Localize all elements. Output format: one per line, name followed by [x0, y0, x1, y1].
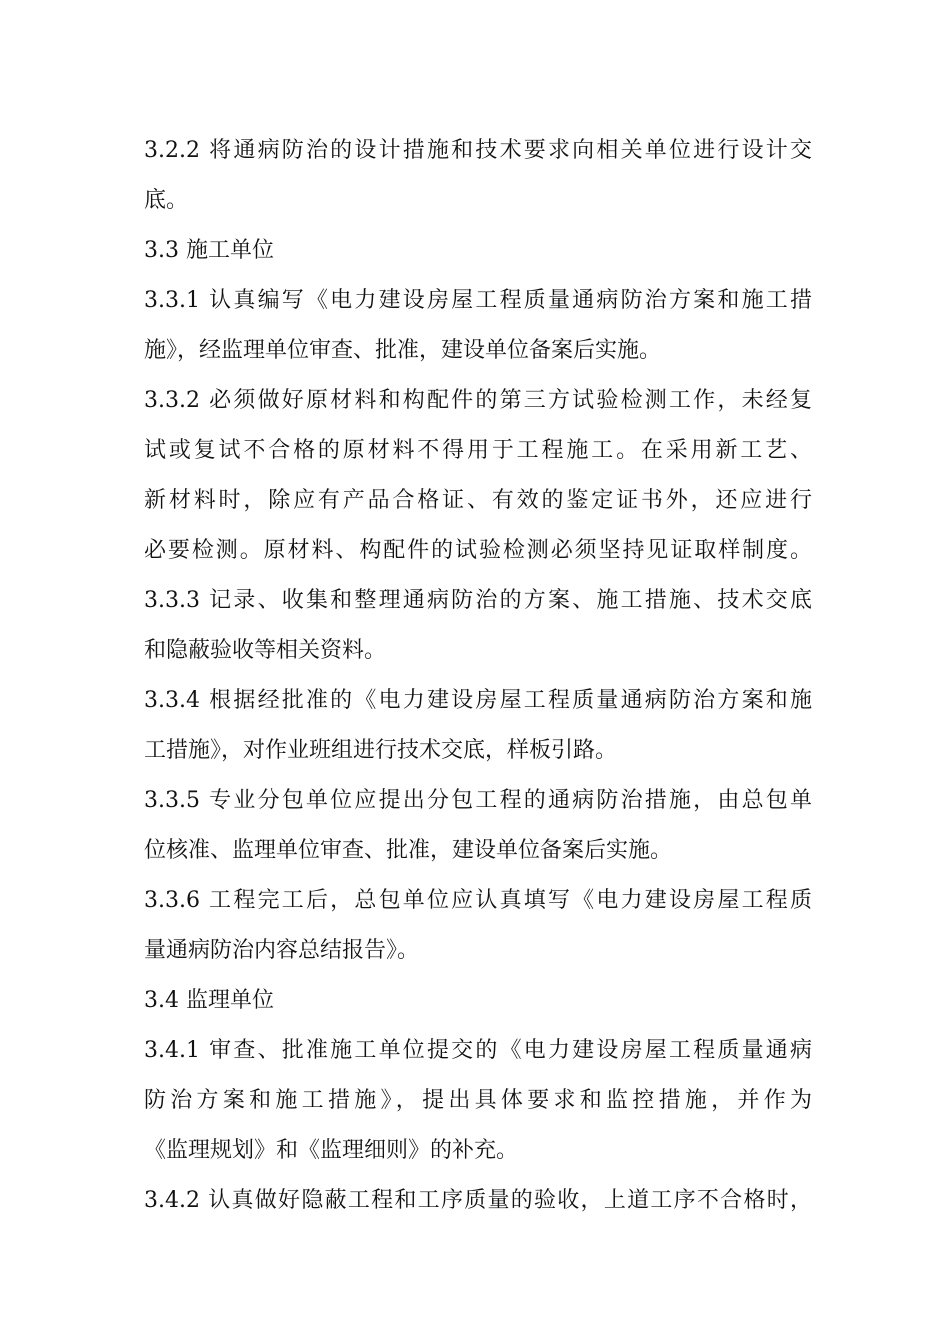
- text-line: 工措施》，对作业班组进行技术交底，样板引路。: [144, 738, 618, 763]
- text-line: 3.4.1 审查、批准施工单位提交的《电力建设房屋工程质量通病: [144, 1038, 812, 1063]
- text-line: 底。: [144, 188, 189, 213]
- text-line: 试或复试不合格的原材料不得用于工程施工。在采用新工艺、: [144, 438, 812, 463]
- text-line: 位核准、监理单位审查、批准，建设单位备案后实施。: [144, 838, 673, 863]
- document-body: [144, 126, 812, 1226]
- text-line: 3.3.2 必须做好原材料和构配件的第三方试验检测工作，未经复: [144, 388, 812, 413]
- text-line: 3.3.1 认真编写《电力建设房屋工程质量通病防治方案和施工措: [144, 288, 812, 313]
- text-line: 3.3.4 根据经批准的《电力建设房屋工程质量通病防治方案和施: [144, 688, 812, 713]
- text-line: 3.2.2 将通病防治的设计措施和技术要求向相关单位进行设计交: [144, 138, 812, 163]
- text-line: 3.4.2 认真做好隐蔽工程和工序质量的验收，上道工序不合格时，: [144, 1188, 812, 1213]
- text-line: 3.3.5 专业分包单位应提出分包工程的通病防治措施，由总包单: [144, 788, 812, 813]
- text-line: 3.3.6 工程完工后，总包单位应认真填写《电力建设房屋工程质: [144, 888, 812, 913]
- text-line: 3.3.3 记录、收集和整理通病防治的方案、施工措施、技术交底: [144, 588, 812, 613]
- section-heading: 3.3 施工单位: [144, 238, 274, 263]
- text-line: 施》，经监理单位审查、批准，建设单位备案后实施。: [144, 338, 662, 363]
- text-line: 必要检测。原材料、构配件的试验检测必须坚持见证取样制度。: [144, 538, 812, 563]
- text-line: 和隐蔽验收等相关资料。: [144, 638, 387, 663]
- text-line: 新材料时，除应有产品合格证、有效的鉴定证书外，还应进行: [144, 488, 812, 513]
- text-line: 量通病防治内容总结报告》。: [144, 938, 420, 963]
- section-heading: 3.4 监理单位: [144, 988, 274, 1013]
- text-line: 防治方案和施工措施》，提出具体要求和监控措施，并作为: [144, 1088, 812, 1113]
- text-line: 《监理规划》和《监理细则》的补充。: [144, 1138, 519, 1163]
